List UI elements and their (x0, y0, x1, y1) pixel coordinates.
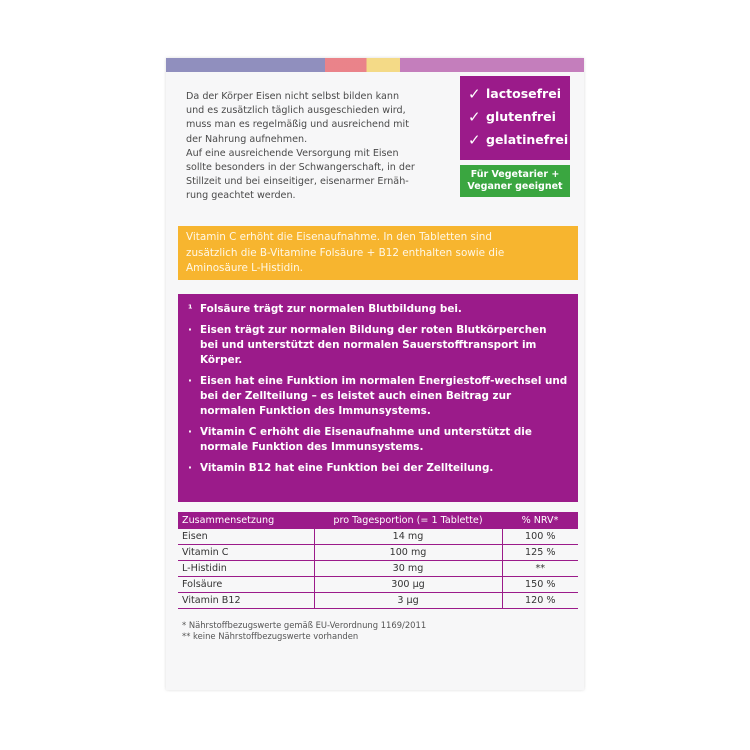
claim-marker: · (188, 324, 192, 336)
check-icon: ✓ (468, 84, 481, 103)
table-header: pro Tagesportion (= 1 Tablette) (314, 512, 502, 529)
highlight-line: zusätzlich die B-Vitamine Folsäure + B12 enthalten sowie die (186, 246, 505, 259)
table-cell: L-Histidin (178, 561, 314, 577)
table-cell: 3 µg (314, 593, 502, 609)
badge-row (460, 128, 570, 151)
footnote: * Nährstoffbezugswerte gemäß EU-Verordnung 1169/2011 (182, 620, 427, 630)
table-cell: Vitamin C (178, 545, 314, 561)
check-icon: ✓ (468, 107, 481, 126)
claim-marker: · (188, 426, 192, 438)
package-top-strip (166, 58, 584, 72)
intro-line: Auf eine ausreichende Versorgung mit Eisen (186, 147, 399, 159)
claim-item (188, 425, 568, 455)
table-cell: 14 mg (314, 529, 502, 545)
table-cell: ** (502, 561, 578, 577)
highlight-line: Aminosäure L-Histidin. (186, 262, 303, 274)
badge-label: lactosefrei (486, 86, 561, 101)
check-icon: ✓ (468, 130, 481, 149)
table-row (178, 593, 578, 609)
table-row (178, 529, 578, 545)
highlight-line: Vitamin C erhöht die Eisenaufnahme. In den Tabletten sind (186, 231, 492, 243)
claim-marker: · (188, 375, 192, 387)
claim-marker: · (188, 462, 192, 474)
table-header-row (178, 512, 578, 529)
table-header: % NRV* (502, 512, 578, 529)
claim-text: Eisen trägt zur normalen Bildung der roten Blutkörperchen bei und unterstützt den normalen Sauerstofftransport im Körper. (200, 324, 547, 366)
table-row (178, 545, 578, 561)
claim-item (188, 461, 568, 476)
claim-text: Folsäure trägt zur normalen Blutbildung bei. (200, 303, 462, 315)
table-cell: 300 µg (314, 577, 502, 593)
intro-line: und es zusätzlich täglich ausgeschieden wird, (186, 105, 406, 117)
package-back (166, 58, 584, 690)
table-cell: Eisen (178, 529, 314, 545)
claim-item (188, 374, 568, 419)
badge-label: glutenfrei (486, 109, 556, 124)
table-header: Zusammensetzung (178, 512, 314, 529)
intro-line: Stillzeit und bei einseitiger, eisenarmer Ernäh- (186, 176, 409, 188)
intro-line: sollte besonders in der Schwangerschaft, in der (186, 162, 415, 174)
table-cell: 100 mg (314, 545, 502, 561)
claim-text: Vitamin B12 hat eine Funktion bei der Zellteilung. (200, 462, 494, 474)
badge-row (460, 105, 570, 128)
vegan-badge: Für Vegetarier + Veganer geeignet (460, 165, 570, 197)
table-row (178, 561, 578, 577)
table-cell: Folsäure (178, 577, 314, 593)
table-cell: 30 mg (314, 561, 502, 577)
claim-text: Eisen hat eine Funktion im normalen Energiestoff-wechsel und bei der Zellteilung – es leistet auch einen Beitrag zur normalen Funktion des Immunsystems. (200, 375, 568, 417)
intro-text (186, 90, 448, 204)
claim-item (188, 302, 568, 317)
table-cell: 150 % (502, 577, 578, 593)
badge-label: gelatinefrei (486, 132, 569, 147)
claim-item (188, 323, 568, 368)
intro-line: rung geachtet werden. (186, 190, 296, 202)
intro-line: muss man es regelmäßig und ausreichend mit (186, 119, 409, 131)
table-cell: 125 % (502, 545, 578, 561)
table-cell: 100 % (502, 529, 578, 545)
intro-line: Da der Körper Eisen nicht selbst bilden kann (186, 91, 400, 102)
footnote: ** keine Nährstoffbezugswerte vorhanden (182, 631, 359, 641)
table-row (178, 577, 578, 593)
intro-line: der Nahrung aufnehmen. (186, 133, 308, 145)
table-cell: 120 % (502, 593, 578, 609)
claim-text: Vitamin C erhöht die Eisenaufnahme und unterstützt die normale Funktion des Immunsystems. (200, 426, 532, 453)
claim-marker: ¹ (188, 303, 193, 315)
nutrition-table (178, 512, 578, 609)
badge-row (460, 82, 570, 105)
free-from-badge (460, 76, 570, 160)
table-cell: Vitamin B12 (178, 593, 314, 609)
footnotes (182, 620, 426, 642)
health-claims (178, 294, 578, 502)
highlight-box (178, 226, 578, 280)
